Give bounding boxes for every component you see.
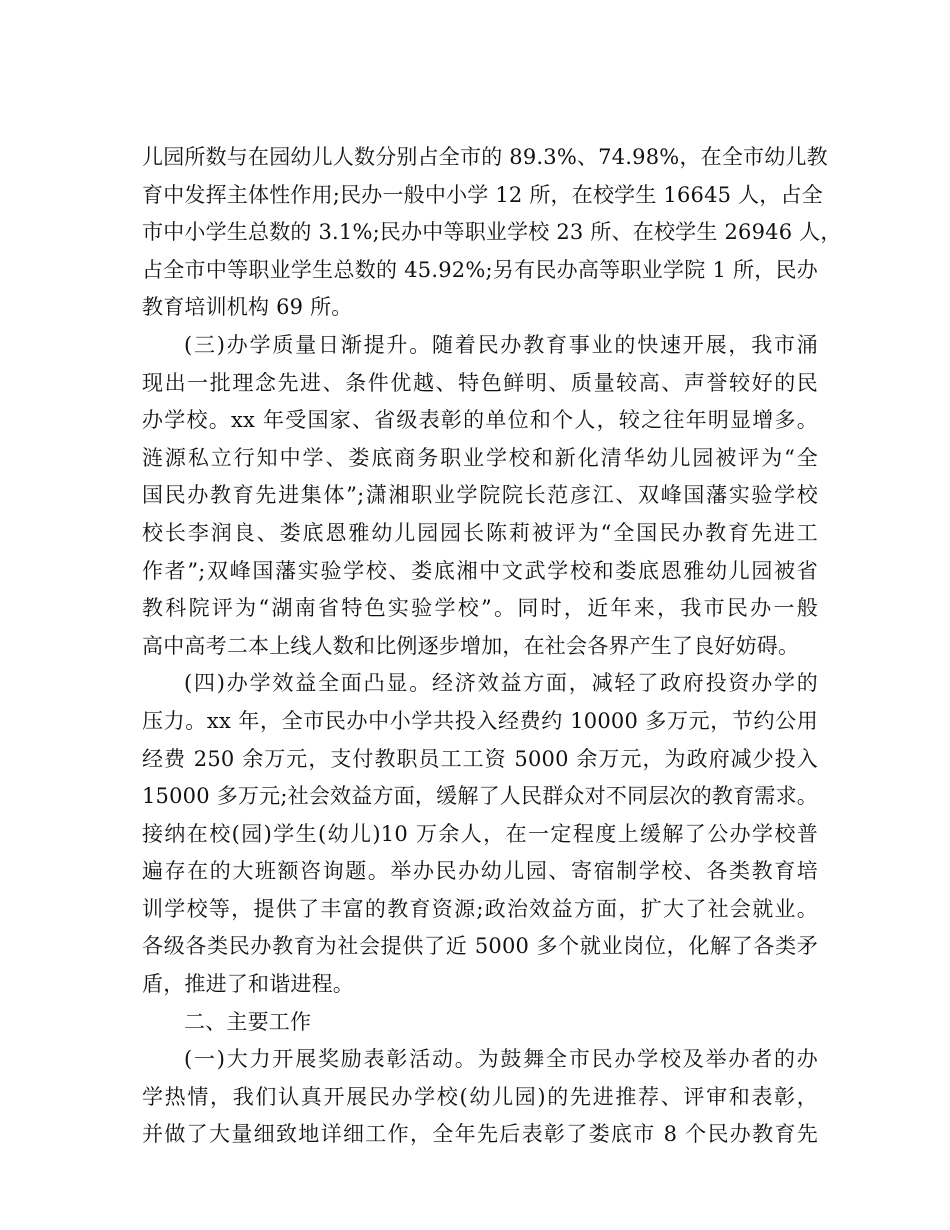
text-line: 学热情，我们认真开展民办学校(幼儿园)的先进推荐、评审和表彰， xyxy=(142,1084,818,1109)
document-body xyxy=(142,139,842,1154)
text-line: 校长李润良、娄底恩雅幼儿园园长陈莉被评为“全国民办教育先进工 xyxy=(142,520,818,545)
text-line: 办学校。xx 年受国家、省级表彰的单位和个人，较之往年明显增多。 xyxy=(142,408,818,433)
text-line: 国民办教育先进集体”;潇湘职业学院院长范彦江、双峰国藩实验学校 xyxy=(142,483,818,508)
text-line: 教育培训机构 69 所。 xyxy=(142,295,353,320)
text-line: 经费 250 余万元，支付教职员工工资 5000 余万元，为政府减少投入 xyxy=(142,746,818,771)
text-line: (一)大力开展奖励表彰活动。为鼓舞全市民办学校及举办者的办 xyxy=(184,1047,818,1072)
text-line: 各级各类民办教育为社会提供了近 5000 多个就业岗位，化解了各类矛 xyxy=(142,934,818,959)
text-line: 作者”;双峰国藩实验学校、娄底湘中文武学校和娄底恩雅幼儿园被省 xyxy=(142,558,818,583)
text-line: 压力。xx 年，全市民办中小学共投入经费约 10000 多万元，节约公用 xyxy=(142,708,818,733)
text-line: 接纳在校(园)学生(幼儿)10 万余人，在一定程度上缓解了公办学校普 xyxy=(142,821,818,846)
text-line: 涟源私立行知中学、娄底商务职业学校和新化清华幼儿园被评为“全 xyxy=(142,445,818,470)
text-line: 二、主要工作 xyxy=(184,1009,312,1034)
text-line: 市中小学生总数的 3.1%;民办中等职业学校 23 所、在校学生 26946 人， xyxy=(142,220,842,245)
text-line: 盾，推进了和谐进程。 xyxy=(142,972,354,997)
text-line: 训学校等，提供了丰富的教育资源;政治效益方面，扩大了社会就业。 xyxy=(142,896,818,921)
text-line: 教科院评为“湖南省特色实验学校”。同时，近年来，我市民办一般 xyxy=(142,596,818,621)
text-line: (四)办学效益全面凸显。经济效益方面，减轻了政府投资办学的 xyxy=(184,671,818,696)
text-line: 并做了大量细致地详细工作，全年先后表彰了娄底市 8 个民办教育先 xyxy=(142,1122,818,1147)
text-line: 15000 多万元;社会效益方面，缓解了人民群众对不同层次的教育需求。 xyxy=(142,784,818,809)
text-line: (三)办学质量日渐提升。随着民办教育事业的快速开展，我市涌 xyxy=(184,332,818,357)
text-line: 儿园所数与在园幼儿人数分别占全市的 89.3%、74.98%，在全市幼儿教 xyxy=(142,145,828,169)
text-line: 现出一批理念先进、条件优越、特色鲜明、质量较高、声誉较好的民 xyxy=(142,370,818,395)
text-line: 占全市中等职业学生总数的 45.92%;另有民办高等职业学院 1 所，民办 xyxy=(142,257,818,282)
text-line: 遍存在的大班额咨询题。举办民办幼儿园、寄宿制学校、各类教育培 xyxy=(142,859,818,884)
text-line: 育中发挥主体性作用;民办一般中小学 12 所，在校学生 16645 人，占全 xyxy=(142,182,823,207)
text-line: 高中高考二本上线人数和比例逐步增加，在社会各界产生了良好妨碍。 xyxy=(142,633,800,658)
